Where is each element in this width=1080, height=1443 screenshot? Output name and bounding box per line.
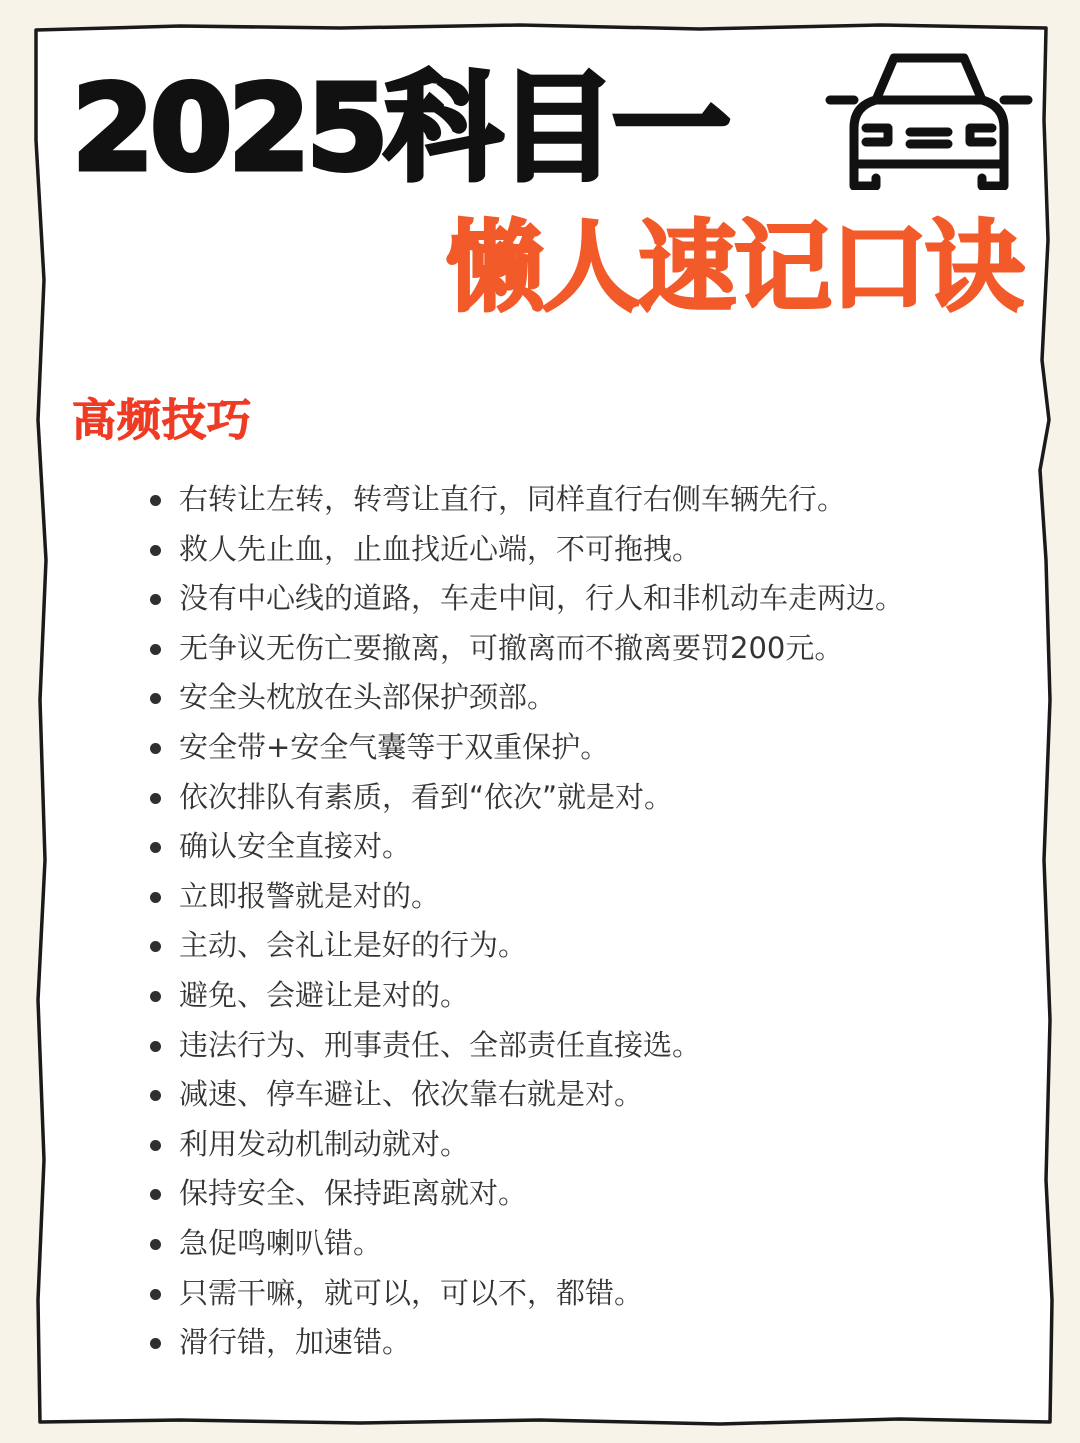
bullet-icon	[150, 793, 161, 804]
bullet-icon	[150, 842, 161, 853]
tip-text: 右转让左转，转弯让直行，同样直行右侧车辆先行。	[179, 482, 847, 516]
bullet-icon	[150, 644, 161, 655]
tip-text: 安全头枕放在头部保护颈部。	[179, 680, 557, 715]
bullet-icon	[150, 1140, 161, 1151]
list-item	[148, 1219, 904, 1269]
tip-text: 保持安全、保持距离就对。	[179, 1176, 528, 1211]
list-item	[148, 624, 904, 674]
bullet-icon	[150, 545, 161, 556]
list-item	[148, 574, 904, 624]
list-item	[148, 723, 904, 773]
bullet-icon	[150, 594, 161, 605]
bullet-icon	[150, 1189, 161, 1200]
list-item	[148, 1269, 904, 1319]
tips-list	[148, 475, 904, 1368]
tip-text: 违法行为、刑事责任、全部责任直接选。	[179, 1027, 702, 1062]
list-item	[148, 525, 904, 575]
bullet-icon	[150, 1289, 161, 1300]
bullet-icon	[150, 743, 161, 754]
page-title: 2025科目一	[72, 59, 727, 197]
car-icon	[824, 48, 1034, 190]
tip-text: 救人先止血，止血找近心端，不可拖拽。	[179, 531, 702, 566]
list-item	[148, 872, 904, 922]
bullet-icon	[150, 991, 161, 1002]
list-item	[148, 1021, 904, 1071]
tip-text: 利用发动机制动就对。	[179, 1126, 470, 1161]
list-item	[148, 1318, 904, 1368]
bullet-icon	[150, 1041, 161, 1052]
list-item	[148, 1120, 904, 1170]
bullet-icon	[150, 1090, 161, 1101]
tip-text: 确认安全直接对。	[179, 829, 412, 864]
list-item	[148, 1070, 904, 1120]
tip-text: 滑行错，加速错。	[179, 1325, 412, 1360]
tip-text: 主动、会礼让是好的行为。	[179, 928, 528, 963]
list-item	[148, 971, 904, 1021]
tip-text: 只需干嘛，就可以，可以不，都错。	[179, 1275, 644, 1310]
bullet-icon	[150, 1338, 161, 1349]
tip-text: 没有中心线的道路，车走中间，行人和非机动车走两边。	[179, 581, 905, 616]
section-heading: 高频技巧	[72, 395, 252, 446]
tip-text: 避免、会避让是对的。	[179, 977, 470, 1012]
bullet-icon	[150, 693, 161, 704]
list-item	[148, 822, 904, 872]
list-item	[148, 773, 904, 823]
tip-text: 急促鸣喇叭错。	[179, 1225, 383, 1260]
tip-text: 立即报警就是对的。	[179, 878, 441, 913]
bullet-icon	[150, 495, 161, 506]
bullet-icon	[150, 892, 161, 903]
tip-text: 依次排队有素质，看到“依次”就是对。	[179, 779, 674, 814]
tip-text: 无争议无伤亡要撤离，可撤离而不撤离要罚200元。	[179, 630, 844, 665]
bullet-icon	[150, 1239, 161, 1250]
bullet-icon	[150, 941, 161, 952]
tip-text: 安全带+安全气囊等于双重保护。	[179, 729, 610, 764]
list-item	[148, 921, 904, 971]
list-item	[148, 1169, 904, 1219]
tip-text: 减速、停车避让、依次靠右就是对。	[179, 1077, 644, 1112]
list-item	[148, 475, 904, 525]
page-subtitle: 懒人速记口诀	[445, 211, 1022, 325]
list-item	[148, 673, 904, 723]
